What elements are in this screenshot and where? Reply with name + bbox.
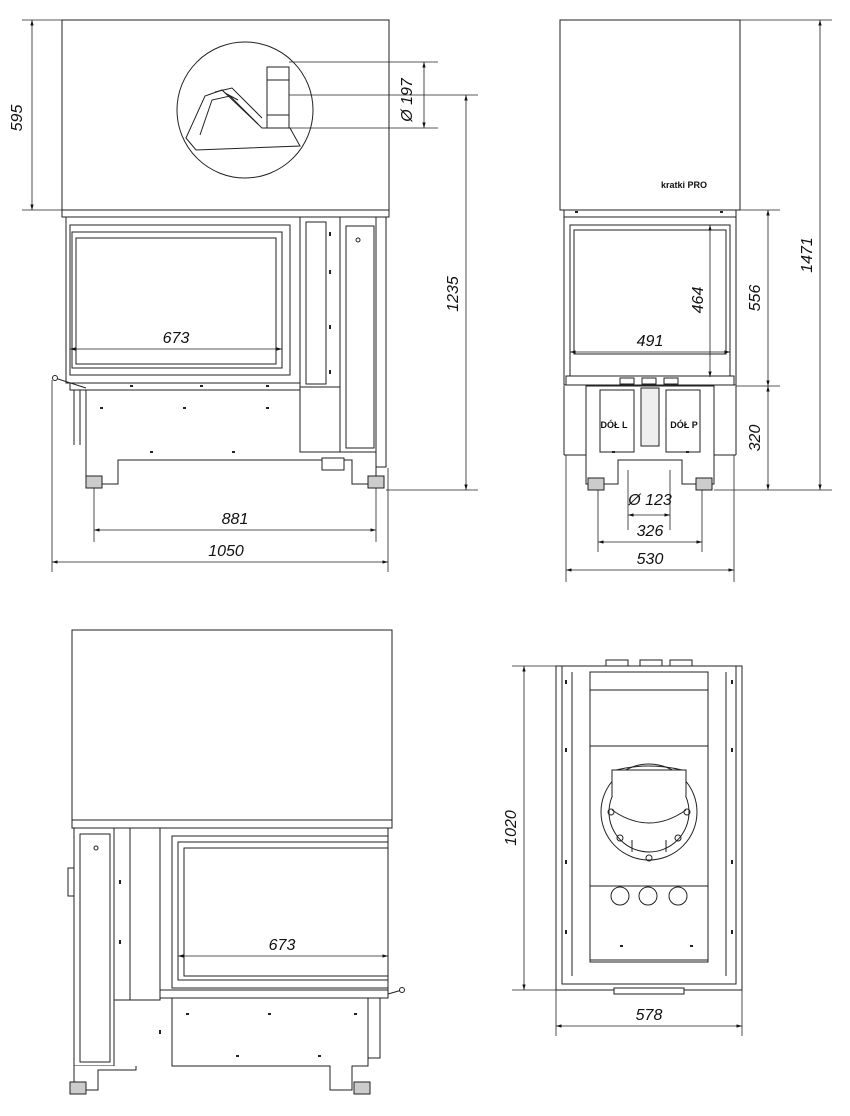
front-total-width-label: 1050: [208, 543, 244, 560]
top-width-label: 578: [635, 1007, 663, 1024]
second-front-view: [68, 630, 405, 1094]
second-base: [172, 998, 368, 1090]
air-intake-diameter-label: Ø 123: [628, 492, 672, 509]
side-logo: kratki PRO: [660, 180, 708, 190]
second-firebox: [160, 828, 388, 998]
side-label-right: DÓŁ P: [670, 420, 698, 430]
side-glass-width-label: 491: [636, 333, 664, 350]
side-total-height-label: 1471: [799, 237, 816, 273]
top-depth-label: 1020: [503, 810, 520, 846]
second-glass-width-label: 673: [268, 937, 296, 954]
side-base-height-label: 320: [747, 424, 764, 452]
front-base-width-label: 881: [221, 511, 249, 528]
side-hood: [560, 20, 740, 210]
flue-ring: [601, 764, 697, 861]
front-firebox: [66, 217, 300, 383]
flue-detail: [177, 42, 313, 178]
side-view: [560, 20, 740, 490]
side-firebox-height-label: 556: [747, 284, 764, 312]
side-glass-height-label: 464: [690, 286, 707, 314]
side-base-width-label: 530: [636, 551, 664, 568]
side-base-inner-width-label: 326: [636, 523, 664, 540]
front-view: [53, 20, 390, 488]
front-hood-height-label: 595: [9, 104, 26, 132]
front-glass-width-label: 673: [162, 330, 190, 347]
front-total-height-label: 1235: [445, 276, 462, 312]
second-hood: [72, 630, 392, 820]
top-view: [556, 660, 742, 994]
side-label-left: DÓŁ L: [600, 420, 628, 430]
flue-diameter-label: Ø 197: [399, 78, 416, 122]
